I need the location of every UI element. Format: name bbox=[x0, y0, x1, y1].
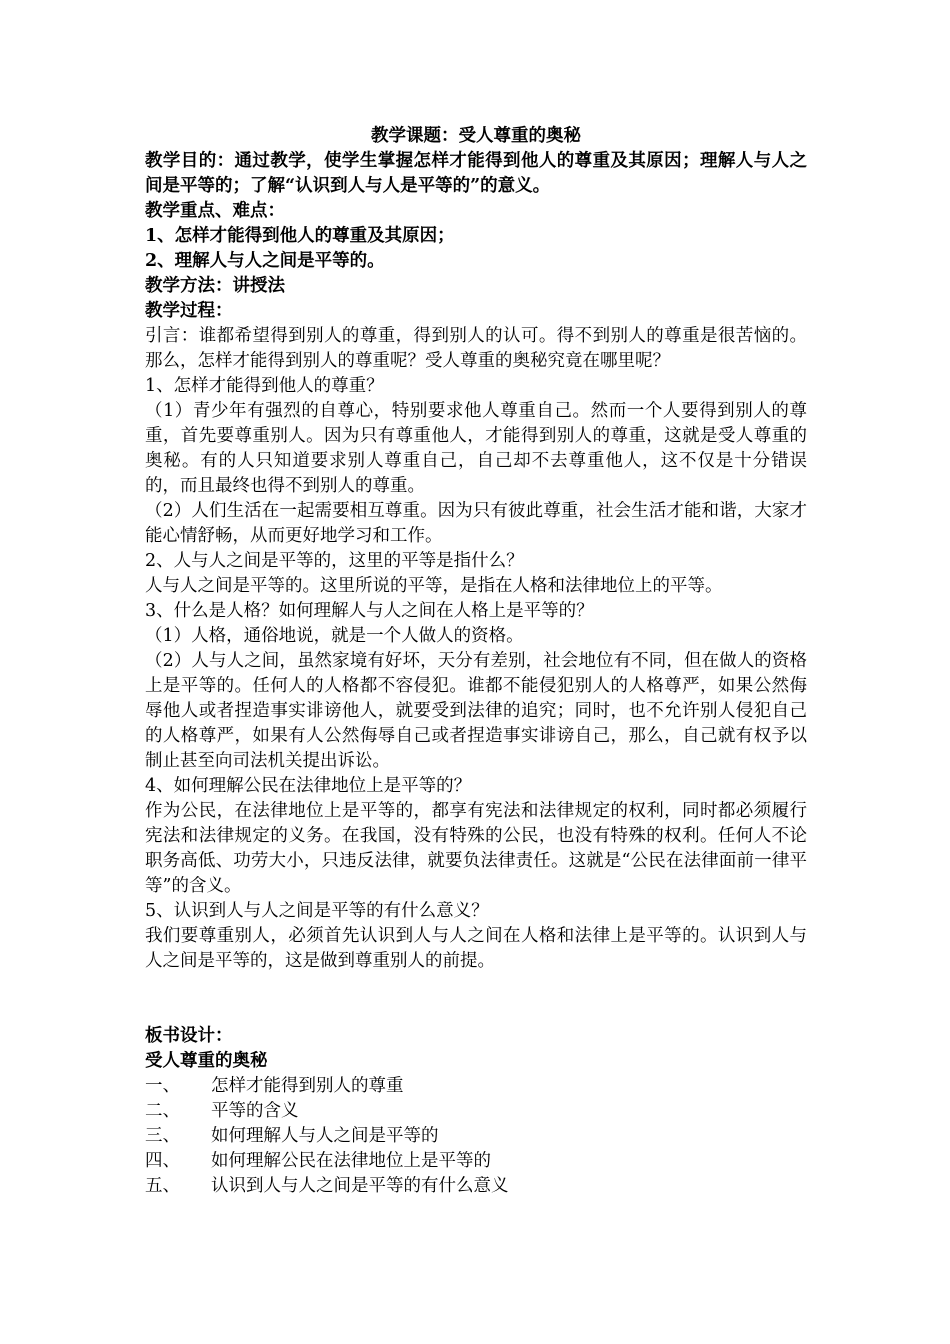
board-item-text: 如何理解人与人之间是平等的 bbox=[211, 1126, 439, 1146]
board-design-label: 板书设计： bbox=[145, 1026, 233, 1046]
teaching-objective: 教学目的：通过教学，使学生掌握怎样才能得到他人的尊重及其原因；理解人与人之间是平等的；了解“认识到人与人是平等的”的意义。 bbox=[145, 151, 807, 196]
question-heading: 5、认识到人与人之间是平等的有什么意义？ bbox=[145, 901, 489, 921]
board-item-text: 认识到人与人之间是平等的有什么意义 bbox=[211, 1176, 509, 1196]
board-item-number: 二、 bbox=[145, 1101, 180, 1121]
paragraph: 作为公民，在法律地位上是平等的，都享有宪法和法律规定的权利，同时都必须履行宪法和法律规定的义务。在我国，没有特殊的公民，也没有特殊的权利。任何人不论职务高低、功劳大小，只违反法律，就要负法律责任。这就是“公民在法律面前一律平等”的含义。 bbox=[145, 801, 807, 896]
board-item bbox=[145, 1099, 807, 1124]
paragraph-intro: 引言：谁都希望得到别人的尊重，得到别人的认可。得不到别人的尊重是很苦恼的。那么，怎样才能得到别人的尊重呢？受人尊重的奥秘究竟在哪里呢？ bbox=[145, 326, 807, 371]
key-point-item: 1、怎样才能得到他人的尊重及其原因； bbox=[145, 226, 455, 246]
teaching-method: 教学方法：讲授法 bbox=[145, 276, 285, 296]
question-heading: 2、人与人之间是平等的，这里的平等是指什么？ bbox=[145, 551, 524, 571]
board-item-text: 平等的含义 bbox=[211, 1101, 299, 1121]
key-point-item: 2、理解人与人之间是平等的。 bbox=[145, 251, 385, 271]
section-spacer bbox=[145, 974, 807, 1024]
question-heading: 4、如何理解公民在法律地位上是平等的？ bbox=[145, 776, 472, 796]
process-label: 教学过程： bbox=[145, 301, 233, 321]
paragraph: （1）青少年有强烈的自尊心，特别要求他人尊重自己。然而一个人要得到别人的尊重，首先要尊重别人。因为只有尊重他人，才能得到别人的尊重，这就是受人尊重的奥秘。有的人只知道要求别人尊重自己，自己却不去尊重他人，这不仅是十分错误的，而且最终也得不到别人的尊重。 bbox=[145, 401, 807, 496]
board-title: 受人尊重的奥秘 bbox=[145, 1051, 268, 1071]
paragraph: （2）人们生活在一起需要相互尊重。因为只有彼此尊重，社会生活才能和谐，大家才能心情舒畅，从而更好地学习和工作。 bbox=[145, 501, 807, 546]
lesson-title: 教学课题：受人尊重的奥秘 bbox=[371, 126, 581, 146]
paragraph: 人与人之间是平等的。这里所说的平等，是指在人格和法律地位上的平等。 bbox=[145, 576, 723, 596]
question-heading: 3、什么是人格？如何理解人与人之间在人格上是平等的？ bbox=[145, 601, 594, 621]
board-item bbox=[145, 1074, 807, 1099]
board-item-number: 一、 bbox=[145, 1076, 180, 1096]
paragraph: 我们要尊重别人，必须首先认识到人与人之间在人格和法律上是平等的。认识到人与人之间是平等的，这是做到尊重别人的前提。 bbox=[145, 926, 807, 971]
board-item-number: 四、 bbox=[145, 1151, 180, 1171]
paragraph: （1）人格，通俗地说，就是一个人做人的资格。 bbox=[145, 626, 524, 646]
board-item-text: 如何理解公民在法律地位上是平等的 bbox=[211, 1151, 491, 1171]
key-points-label: 教学重点、难点： bbox=[145, 201, 285, 221]
board-item bbox=[145, 1124, 807, 1149]
board-item bbox=[145, 1174, 807, 1199]
paragraph: （2）人与人之间，虽然家境有好坏，天分有差别，社会地位有不同，但在做人的资格上是平等的。任何人的人格都不容侵犯。谁都不能侵犯别人的人格尊严，如果公然侮辱他人或者捏造事实诽谤他人，就要受到法律的追究；同时，也不允许别人侵犯自己的人格尊严，如果有人公然侮辱自己或者捏造事实诽谤自己，那么，自己就有权予以制止甚至向司法机关提出诉讼。 bbox=[145, 651, 807, 771]
board-item-number: 三、 bbox=[145, 1126, 180, 1146]
board-item-text: 怎样才能得到别人的尊重 bbox=[211, 1076, 404, 1096]
board-item bbox=[145, 1149, 807, 1174]
question-heading: 1、怎样才能得到他人的尊重？ bbox=[145, 376, 384, 396]
board-item-number: 五、 bbox=[145, 1176, 180, 1196]
document-body bbox=[145, 124, 807, 1199]
